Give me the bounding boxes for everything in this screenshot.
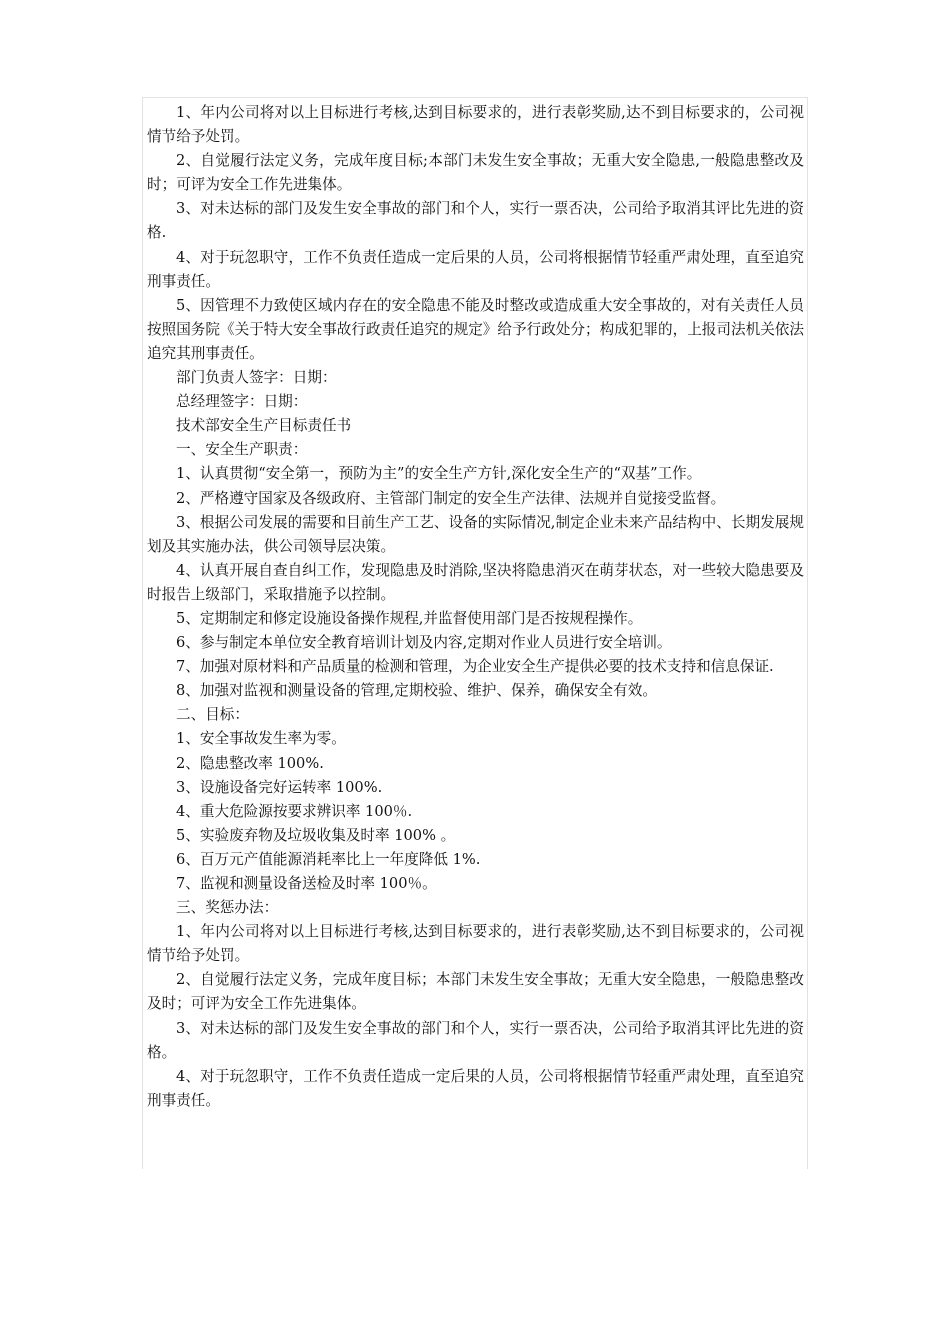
paragraph: 5、因管理不力致使区域内存在的安全隐患不能及时整改或造成重大安全事故的，对有关责任人员按照国务院《关于特大安全事故行政责任追究的规定》给予行政处分；构成犯罪的，上报司法机关依法追究其刑事责任。: [147, 296, 804, 362]
signature-line-general-manager: 总经理签字：日期：: [176, 393, 308, 411]
document-title: 技术部安全生产目标责任书: [176, 417, 352, 435]
paragraph: 2、自觉履行法定义务，完成年度目标；本部门未发生安全事故；无重大安全隐患，一般隐患整改及时；可评为安全工作先进集体。: [147, 971, 804, 1013]
paragraph: 4、对于玩忽职守，工作不负责任造成一定后果的人员，公司将根据情节轻重严肃处理，直至追究刑事责任。: [147, 1067, 804, 1109]
list-item: 6、百万元产值能源消耗率比上一年度降低 1%.: [176, 850, 481, 868]
signature-line-department-head: 部门负责人签字：日期：: [176, 369, 337, 387]
paragraph: 3、对未达标的部门及发生安全事故的部门和个人，实行一票否决，公司给予取消其评比先进的资格.: [147, 200, 804, 242]
paragraph: 3、对未达标的部门及发生安全事故的部门和个人，实行一票否决，公司给予取消其评比先进的资格。: [147, 1019, 804, 1061]
list-item: 7、监视和测量设备送检及时率 100％。: [176, 875, 437, 892]
paragraph: 6、参与制定本单位安全教育培训计划及内容,定期对作业人员进行安全培训。: [176, 634, 672, 652]
paragraph: 1、年内公司将对以上目标进行考核,达到目标要求的，进行表彰奖励,达不到目标要求的，公司视情节给予处罚。: [147, 104, 804, 146]
list-item: 2、隐患整改率 100%.: [176, 754, 324, 772]
paragraph: 1、认真贯彻“安全第一，预防为主”的安全生产方针,深化安全生产的“双基”工作。: [176, 465, 702, 483]
paragraph: 3、根据公司发展的需要和目前生产工艺、设备的实际情况,制定企业未来产品结构中、长期发展规划及其实施办法，供公司领导层决策。: [147, 513, 804, 555]
paragraph: 8、加强对监视和测量设备的管理,定期校验、维护、保养，确保安全有效。: [176, 682, 657, 700]
paragraph: 5、定期制定和修定设施设备操作规程,并监督使用部门是否按规程操作。: [176, 609, 643, 627]
paragraph: 4、对于玩忽职守，工作不负责任造成一定后果的人员，公司将根据情节轻重严肃处理，直至追究刑事责任。: [147, 248, 804, 290]
list-item: 4、重大危险源按要求辨识率 100％.: [176, 802, 413, 820]
paragraph: 2、严格遵守国家及各级政府、主管部门制定的安全生产法律、法规并自觉接受监督。: [176, 489, 726, 507]
list-item: 5、实验废弃物及垃圾收集及时率 100% 。: [176, 826, 456, 844]
document-page: [142, 97, 808, 1169]
list-item: 1、安全事故发生率为零。: [176, 730, 346, 748]
document-body: [143, 101, 807, 1113]
list-item: 3、设施设备完好运转率 100%.: [176, 778, 383, 796]
section-heading: 一、安全生产职责：: [176, 441, 308, 459]
section-heading: 三、奖惩办法：: [176, 899, 279, 917]
paragraph: 1、年内公司将对以上目标进行考核,达到目标要求的，进行表彰奖励,达不到目标要求的，公司视情节给予处罚。: [147, 923, 804, 965]
paragraph: 2、自觉履行法定义务，完成年度目标;本部门未发生安全事故；无重大安全隐患,一般隐患整改及时；可评为安全工作先进集体。: [147, 152, 804, 194]
paragraph: 7、加强对原材料和产品质量的检测和管理，为企业安全生产提供必要的技术支持和信息保证.: [176, 658, 774, 676]
section-heading: 二、目标：: [176, 706, 249, 724]
paragraph: 4、认真开展自查自纠工作，发现隐患及时消除,坚决将隐患消灭在萌芽状态，对一些较大隐患要及时报告上级部门，采取措施予以控制。: [147, 561, 804, 603]
